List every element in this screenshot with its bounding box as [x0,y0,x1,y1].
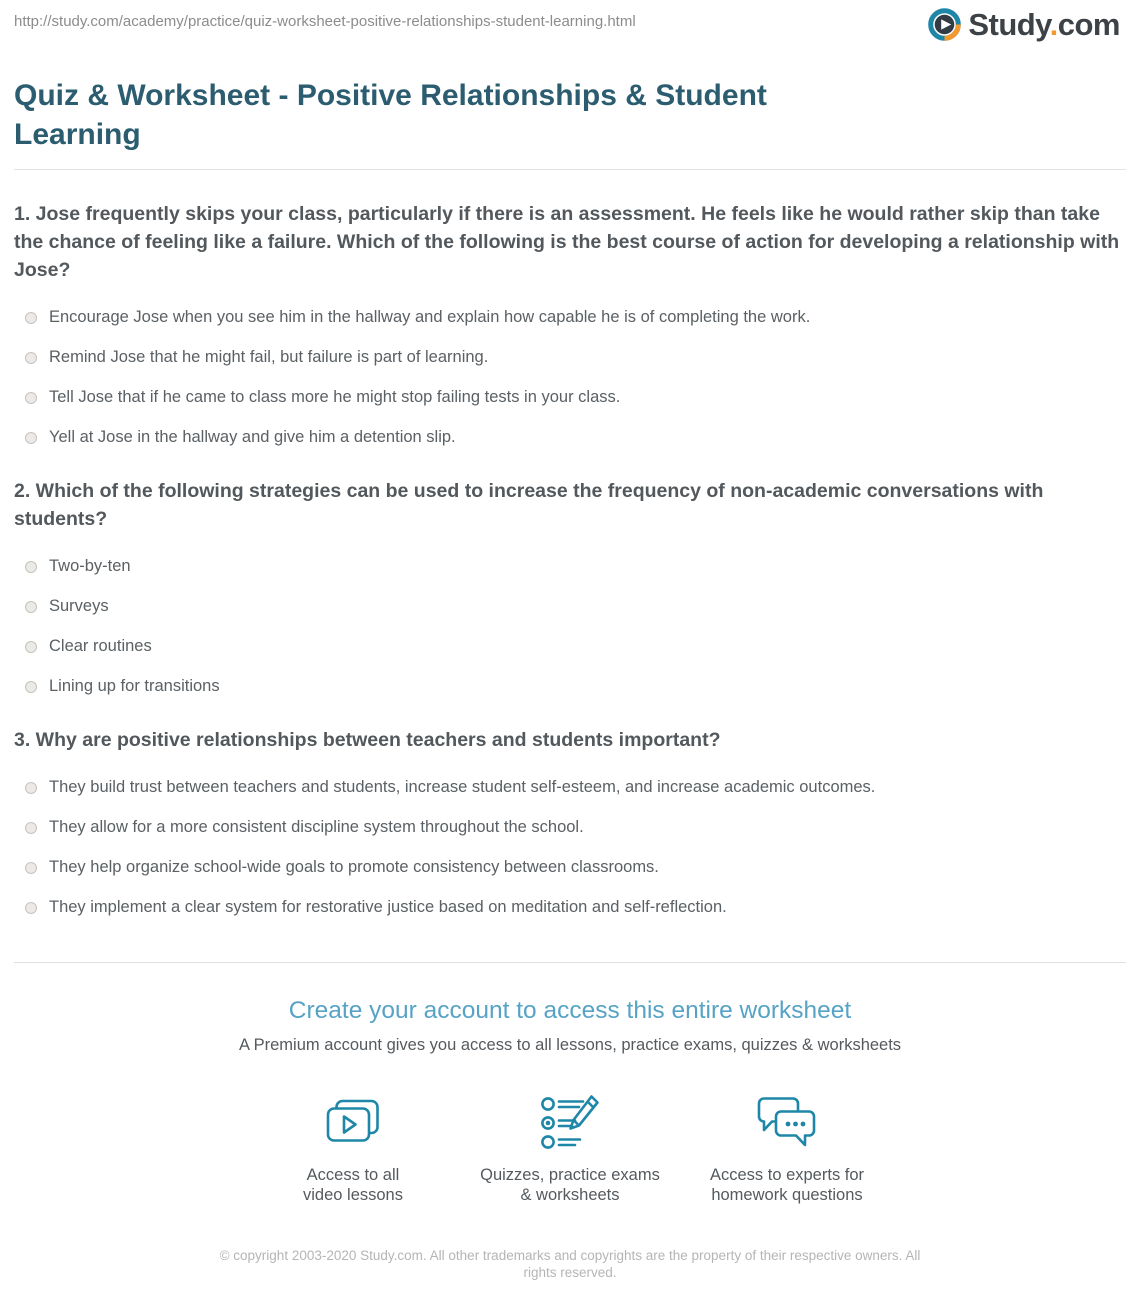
option-label: They build trust between teachers and students, increase student self-esteem, and increase academic outcomes. [49,778,876,796]
page-footer [14,1247,1126,1309]
answer-option[interactable] [14,818,1126,837]
question-text: 2. Which of the following strategies can be used to increase the frequency of non-academic conversations with students? [14,480,1044,530]
page-title: Quiz & Worksheet - Positive Relationships & Student Learning [14,79,767,151]
cta-heading[interactable]: Create your account to access this entire worksheet [288,997,852,1024]
copyright-notice: © copyright 2003-2020 Study.com. All other trademarks and copyrights are the property of their respective owners. All rights reserved. [219,1248,921,1280]
radio-button[interactable] [25,432,37,444]
option-label: Encourage Jose when you see him in the hallway and explain how capable he is of completing the work. [49,308,811,326]
answer-option[interactable] [14,428,1126,447]
radio-button[interactable] [25,352,37,364]
feature-list [14,1095,1126,1205]
answer-option[interactable] [14,308,1126,327]
radio-button[interactable] [25,392,37,404]
question-text: 3. Why are positive relationships between teachers and students important? [14,729,721,751]
radio-button[interactable] [25,561,37,573]
radio-button[interactable] [25,681,37,693]
radio-button[interactable] [25,641,37,653]
play-circle-logo-icon [928,8,961,41]
option-label: Tell Jose that if he came to class more he might stop failing tests in your class. [49,388,621,406]
quizzes-worksheets-icon [539,1095,601,1151]
radio-button[interactable] [25,312,37,324]
create-account-section [14,962,1126,1205]
option-label: Yell at Jose in the hallway and give him a detention slip. [49,428,456,446]
feature-video-lessons [245,1095,462,1205]
cta-subheading: A Premium account gives you access to all lessons, practice exams, quizzes & worksheets [238,1036,902,1054]
answer-option[interactable] [14,898,1126,917]
feature-quizzes-worksheets [462,1095,679,1205]
title-divider [14,169,1126,170]
option-label: Clear routines [49,637,152,655]
question-1 [14,200,1126,447]
quiz-questions [14,200,1126,962]
answer-option[interactable] [14,557,1126,576]
option-label: Lining up for transitions [49,677,220,695]
radio-button[interactable] [25,902,37,914]
radio-button[interactable] [25,862,37,874]
answer-option[interactable] [14,677,1126,696]
question-2 [14,477,1126,696]
radio-button[interactable] [25,601,37,613]
question-3 [14,726,1126,917]
answer-option[interactable] [14,778,1126,797]
chat-experts-icon [756,1095,818,1151]
feature-label: Access to experts for homework questions [709,1166,865,1204]
feature-label: Access to all video lessons [303,1166,403,1204]
answer-option[interactable] [14,388,1126,407]
option-label: Remind Jose that he might fail, but failure is part of learning. [49,348,489,366]
answer-option[interactable] [14,348,1126,367]
video-lessons-icon [326,1095,380,1151]
radio-button[interactable] [25,782,37,794]
answer-option[interactable] [14,858,1126,877]
page-url: http://study.com/academy/practice/quiz-worksheet-positive-relationships-student-learning.html [14,13,636,30]
study-com-logo[interactable] [928,8,1120,41]
logo-wordmark: Study.com [968,7,1120,42]
option-label: They implement a clear system for restorative justice based on meditation and self-reflection. [49,898,727,916]
answer-option[interactable] [14,637,1126,656]
feature-expert-chat [679,1095,896,1205]
option-label: They allow for a more consistent discipline system throughout the school. [49,818,584,836]
page-header [14,0,1126,56]
option-label: Two-by-ten [49,557,131,575]
option-label: Surveys [49,597,109,615]
feature-label: Quizzes, practice exams & worksheets [480,1166,660,1204]
question-text: 1. Jose frequently skips your class, particularly if there is an assessment. He feels like he would rather skip than take the chance of feeling like a failure. Which of the following is the best course of action for developing a relationship with Jose? [14,203,1120,281]
radio-button[interactable] [25,822,37,834]
option-label: They help organize school-wide goals to promote consistency between classrooms. [49,858,659,876]
answer-option[interactable] [14,597,1126,616]
